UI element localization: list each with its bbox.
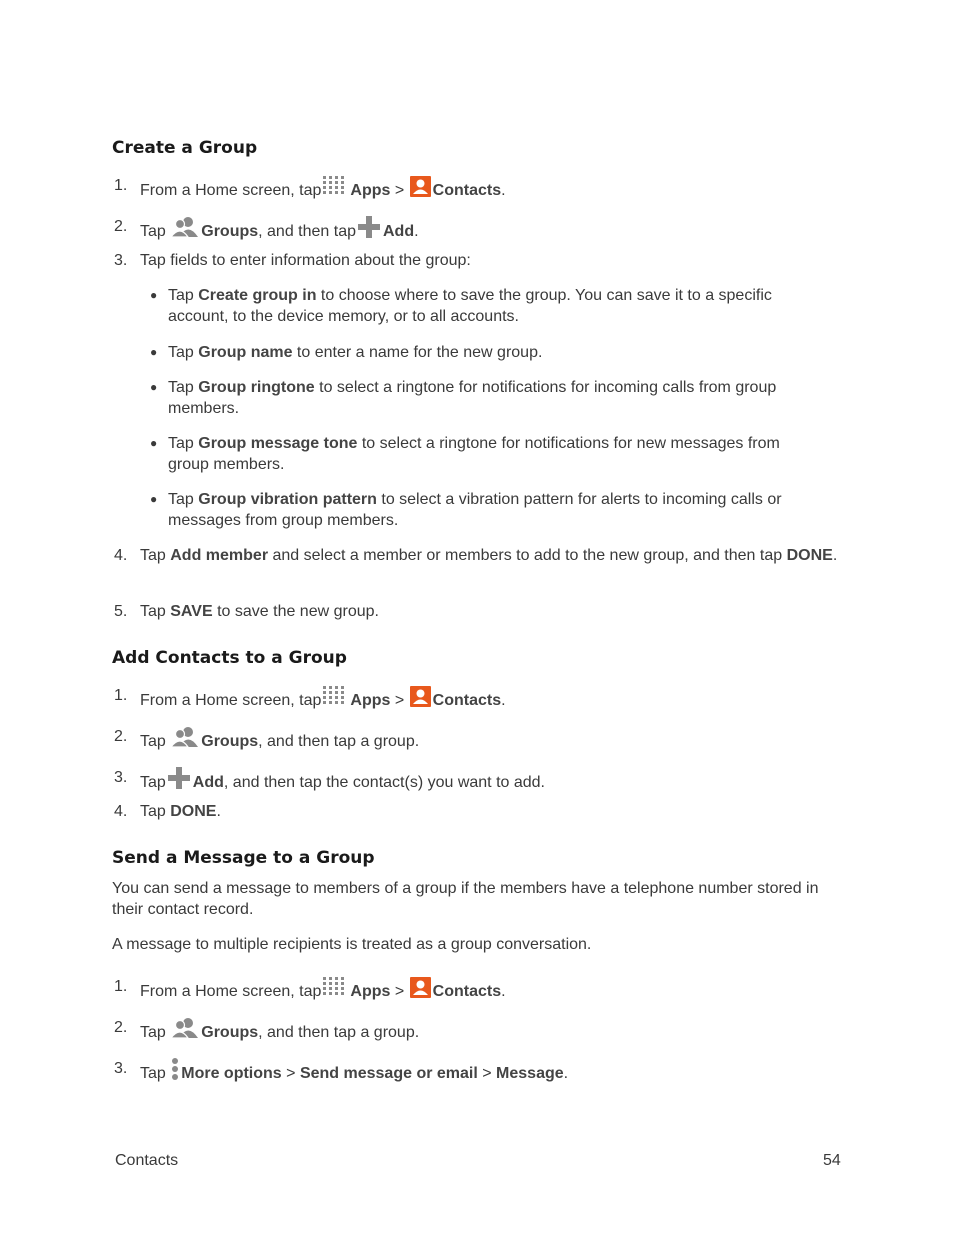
add-member-label: Add member: [170, 547, 269, 564]
step-number: 3.: [114, 769, 128, 786]
apps-grid-icon: [322, 175, 348, 203]
contacts-label: Contacts: [432, 182, 502, 199]
groups-icon: [171, 216, 199, 244]
bullet-dot: ●: [150, 492, 158, 506]
step-text: , and then tap a group.: [258, 733, 420, 750]
contacts-icon: [410, 176, 431, 203]
bullet-text: to enter a name for the new group.: [292, 344, 543, 361]
apps-grid-icon: [322, 685, 348, 713]
separator: >: [482, 1065, 492, 1082]
step-text: Tap: [140, 603, 171, 620]
more-options-icon: [171, 1058, 179, 1086]
plus-icon: [167, 767, 191, 795]
bullet-text: to select a vibration pattern for alerts to incoming calls or messages from group members.: [168, 491, 782, 529]
step-text: Tap: [140, 774, 166, 791]
step-number: 1.: [114, 177, 128, 194]
step-text: From a Home screen, tap: [140, 983, 322, 1000]
contacts-icon: [410, 977, 431, 1004]
bullet-bold: Create group in: [198, 287, 317, 304]
heading-send-message: Send a Message to a Group: [112, 848, 375, 868]
add-label: Add: [383, 223, 415, 240]
step-text: From a Home screen, tap: [140, 692, 322, 709]
punctuation: .: [501, 182, 506, 199]
punctuation: .: [414, 223, 419, 240]
send-paragraph-2: A message to multiple recipients is treated as a group conversation.: [112, 936, 592, 953]
bullet-bold: Group message tone: [198, 435, 358, 452]
step-number: 3.: [114, 1060, 128, 1077]
bullet-text: to select a ringtone for notifications for incoming calls from group members.: [168, 379, 777, 417]
groups-label: Groups: [201, 1024, 259, 1041]
separator: >: [394, 692, 405, 709]
bullet-text: Tap: [168, 287, 199, 304]
bullet-text: Tap: [168, 344, 199, 361]
separator: >: [286, 1065, 296, 1082]
step-number: 2.: [114, 728, 128, 745]
bullet-text: Tap: [168, 435, 199, 452]
footer-page-number: 54: [823, 1152, 841, 1169]
add-label: Add: [192, 774, 224, 791]
punctuation: .: [501, 692, 506, 709]
step-text: Tap: [140, 223, 166, 240]
heading-add-contacts: Add Contacts to a Group: [112, 648, 347, 668]
apps-label: Apps: [350, 692, 391, 709]
step-text: From a Home screen, tap: [140, 182, 322, 199]
bullet-dot: ●: [150, 288, 158, 302]
bullet-dot: ●: [150, 380, 158, 394]
done-label: DONE: [786, 547, 833, 564]
step-text: Tap: [140, 1065, 166, 1082]
step-text: , and then tap a group.: [258, 1024, 420, 1041]
bullet-dot: ●: [150, 345, 158, 359]
apps-label: Apps: [350, 983, 391, 1000]
bullet-bold: Group ringtone: [198, 379, 315, 396]
bullet-text: to choose where to save the group. You can save it to a specific account, to the device memory, or to all accounts.: [168, 287, 772, 325]
separator: >: [394, 182, 405, 199]
step-number: 1.: [114, 687, 128, 704]
groups-label: Groups: [201, 733, 259, 750]
step-number: 4.: [114, 803, 128, 820]
contacts-icon: [410, 686, 431, 713]
bullet-text: Tap: [168, 491, 199, 508]
step-number: 1.: [114, 978, 128, 995]
send-message-label: Send message or email: [299, 1065, 478, 1082]
done-label: DONE: [170, 803, 217, 820]
step-number: 4.: [114, 547, 128, 564]
step-number: 5.: [114, 603, 128, 620]
step-text: Tap: [140, 733, 166, 750]
message-label: Message: [496, 1065, 564, 1082]
contacts-label: Contacts: [432, 983, 502, 1000]
punctuation: .: [832, 547, 838, 564]
step-text: to save the new group.: [212, 603, 379, 620]
step-text: Tap: [140, 803, 171, 820]
punctuation: .: [216, 803, 221, 820]
groups-icon: [171, 1017, 199, 1045]
heading-create-group: Create a Group: [112, 138, 258, 158]
send-paragraph-1: You can send a message to members of a group if the members have a telephone number stored in their contact record.: [112, 880, 819, 918]
bullet-bold: Group vibration pattern: [198, 491, 377, 508]
apps-label: Apps: [350, 182, 391, 199]
plus-icon: [357, 216, 381, 244]
step-text: , and then tap the contact(s) you want to add.: [223, 774, 545, 791]
separator: >: [394, 983, 405, 1000]
contacts-label: Contacts: [432, 692, 502, 709]
apps-grid-icon: [322, 976, 348, 1004]
more-options-label: More options: [181, 1065, 282, 1082]
step-text: Tap: [140, 1024, 166, 1041]
footer-section: Contacts: [115, 1152, 179, 1169]
step-text: and select a member or members to add to the new group, and then tap: [268, 547, 787, 564]
step-number: 2.: [114, 218, 128, 235]
punctuation: .: [501, 983, 506, 1000]
step-text: , and then tap: [258, 223, 356, 240]
step-text: Tap: [140, 547, 171, 564]
bullet-text: Tap: [168, 379, 199, 396]
groups-icon: [171, 726, 199, 754]
save-label: SAVE: [170, 603, 213, 620]
step-number: 3.: [114, 252, 128, 269]
bullet-dot: ●: [150, 436, 158, 450]
punctuation: .: [563, 1065, 569, 1082]
groups-label: Groups: [201, 223, 259, 240]
step-number: 2.: [114, 1019, 128, 1036]
bullet-bold: Group name: [198, 344, 293, 361]
step-text: Tap fields to enter information about the group:: [140, 252, 471, 269]
bullet-text: to select a ringtone for notifications for new messages from group members.: [168, 435, 780, 473]
